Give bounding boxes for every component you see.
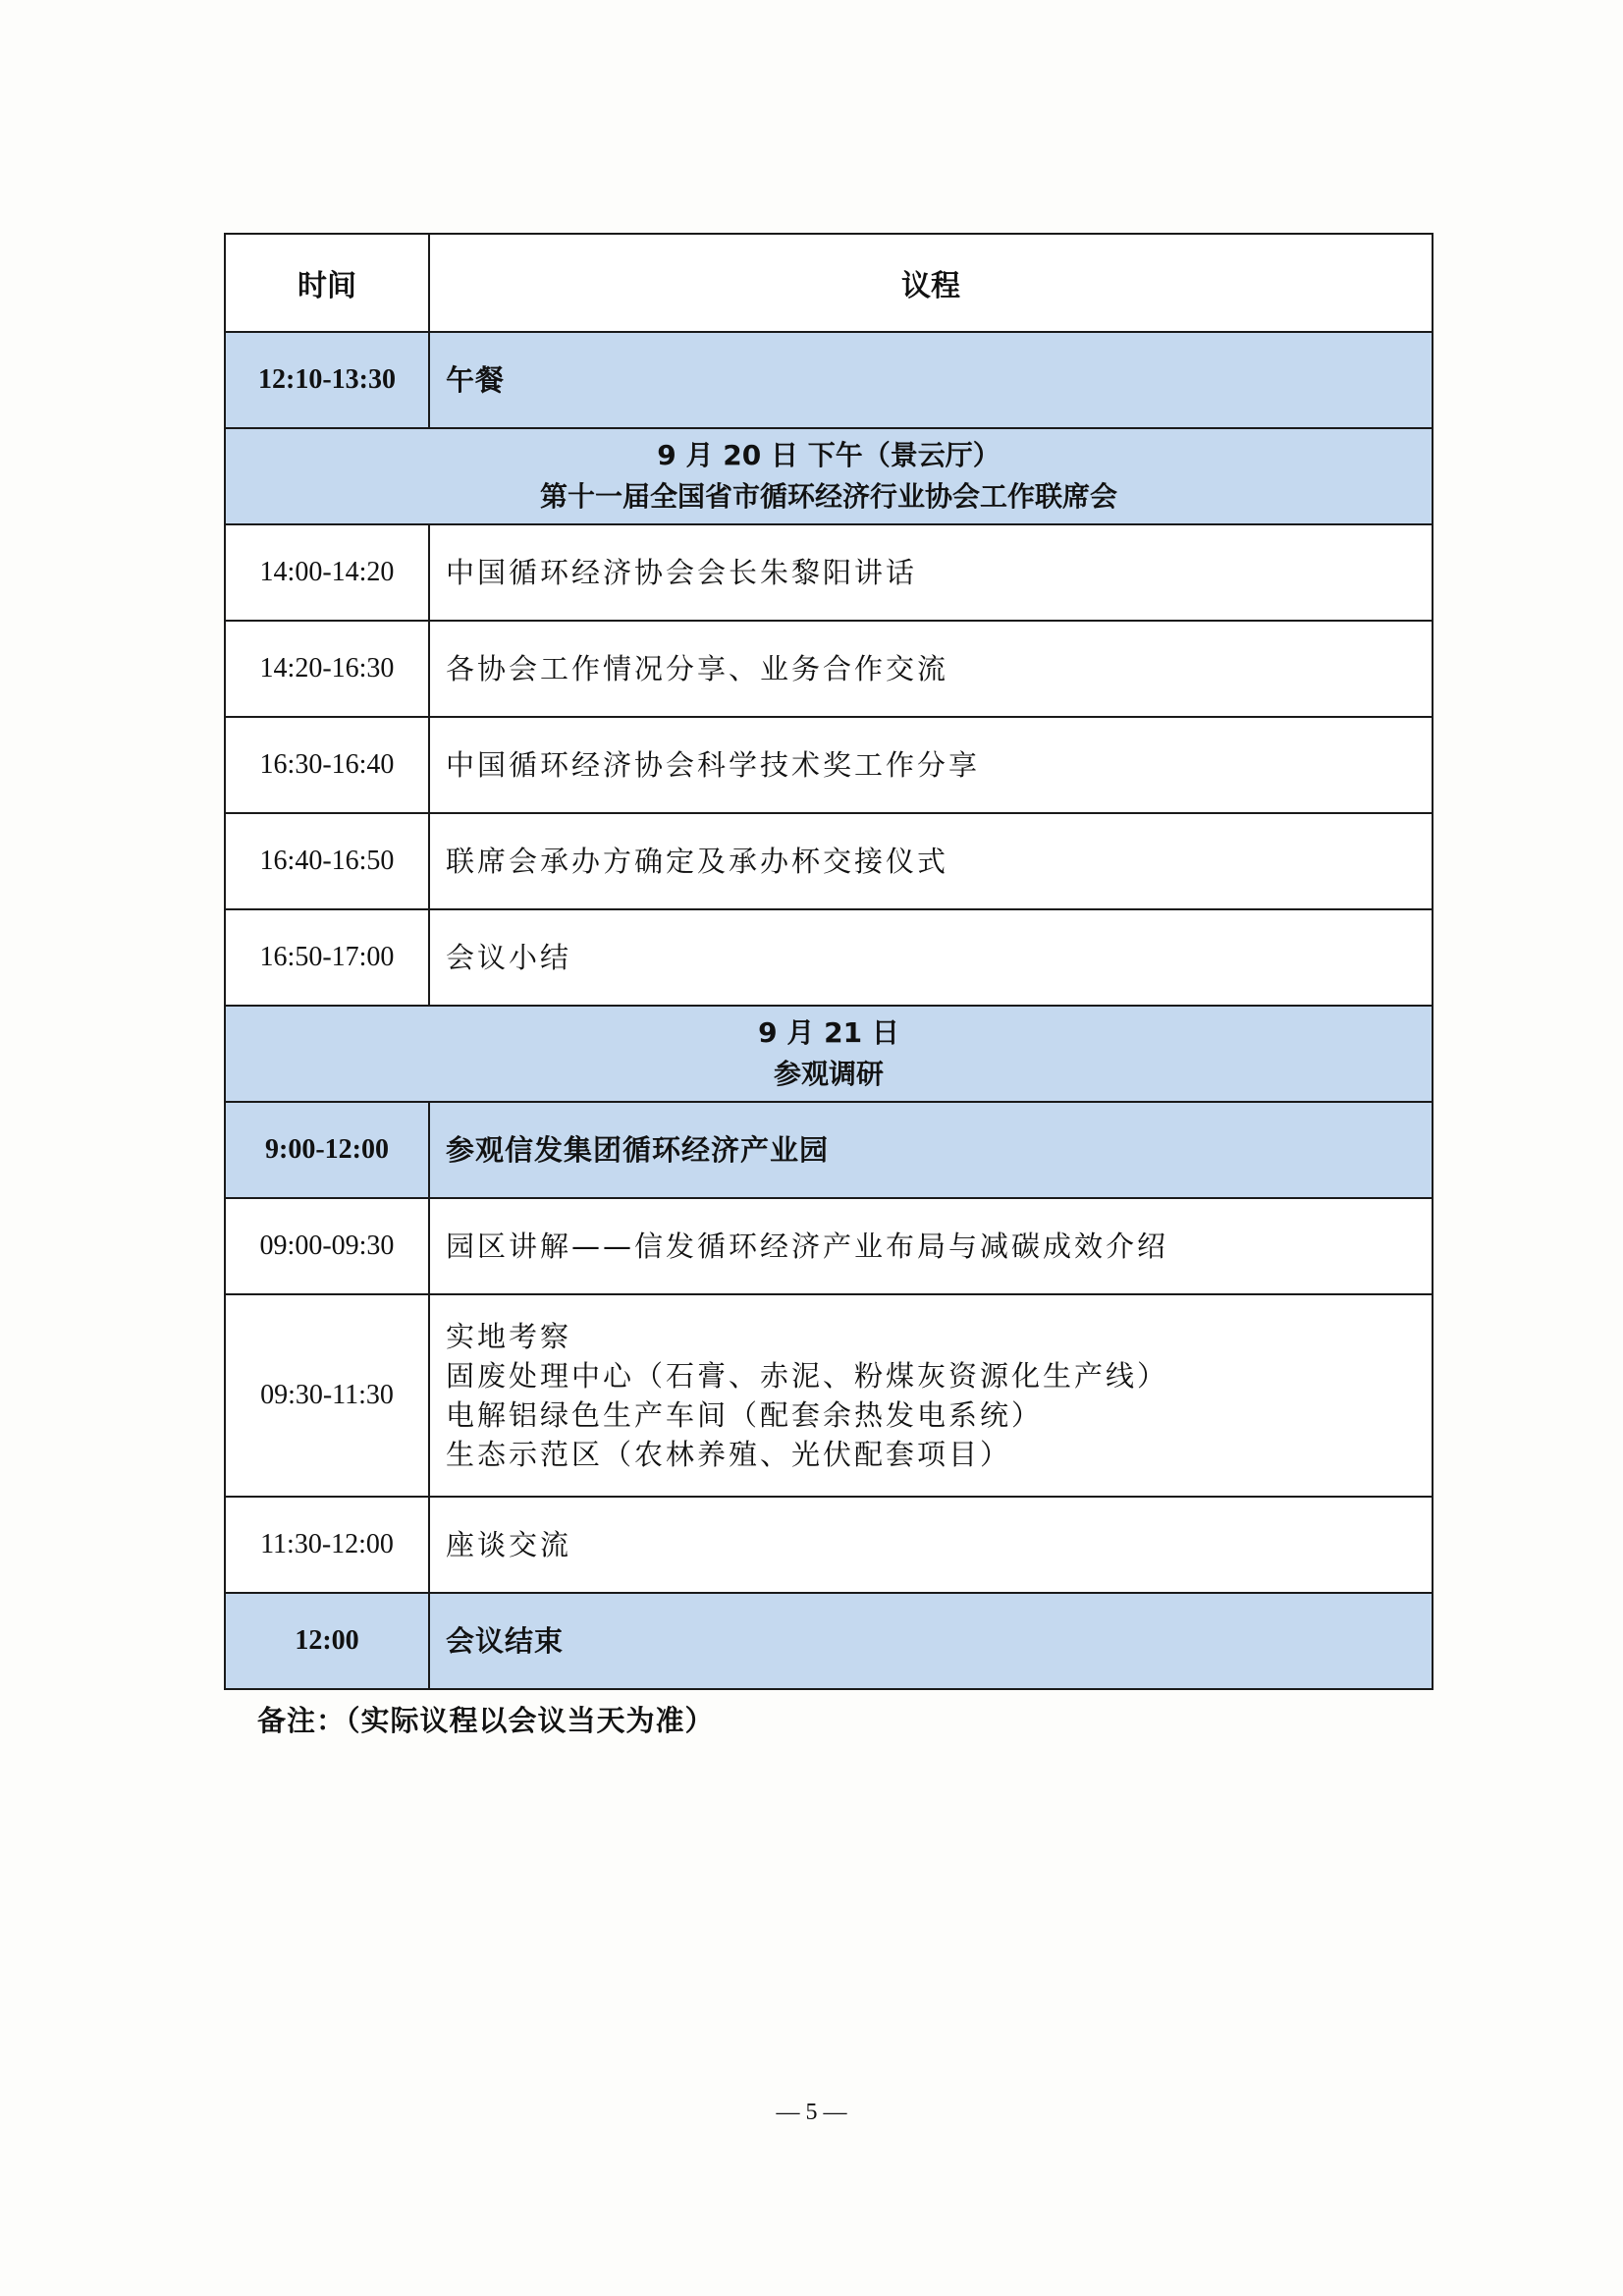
table-row-fieldwork — [225, 1294, 1433, 1497]
table-row — [225, 621, 1433, 717]
row-time: 12:00 — [225, 1593, 429, 1689]
row-time: 14:20-16:30 — [225, 621, 429, 717]
section-subtitle: 第十一届全国省市循环经济行业协会工作联席会 — [539, 480, 1117, 513]
row-item: 联席会承办方确定及承办杯交接仪式 — [429, 813, 1433, 909]
section-subtitle: 参观调研 — [773, 1058, 884, 1090]
section-date: 9 月 21 日 — [758, 1016, 899, 1049]
remark-note: 备注：（实际议程以会议当天为准） — [257, 1704, 715, 1737]
table-row — [225, 909, 1433, 1006]
section-date: 9 月 20 日 下午（景云厅） — [657, 439, 1001, 471]
section-header-sep21 — [225, 1006, 1433, 1102]
table-row — [225, 813, 1433, 909]
table-row-lunch — [225, 332, 1433, 428]
row-item: 午餐 — [429, 332, 1433, 428]
row-time: 09:30-11:30 — [225, 1294, 429, 1497]
table-row — [225, 1497, 1433, 1593]
row-item: 各协会工作情况分享、业务合作交流 — [429, 621, 1433, 717]
row-time: 16:50-17:00 — [225, 909, 429, 1006]
row-time: 9:00-12:00 — [225, 1102, 429, 1198]
fieldwork-line: 电解铝绿色生产车间（配套余热发电系统） — [446, 1398, 1044, 1432]
table-row-end — [225, 1593, 1433, 1689]
row-time: 14:00-14:20 — [225, 524, 429, 621]
fieldwork-line: 生态示范区（农林养殖、光伏配套项目） — [446, 1438, 1012, 1471]
table-header-row — [225, 234, 1433, 332]
row-item: 会议小结 — [429, 909, 1433, 1006]
fieldwork-line: 固废处理中心（石膏、赤泥、粉煤灰资源化生产线） — [446, 1359, 1169, 1393]
header-time: 时间 — [225, 234, 429, 332]
table-row — [225, 524, 1433, 621]
section-header-sep20 — [225, 428, 1433, 524]
row-item: 园区讲解——信发循环经济产业布局与减碳成效介绍 — [429, 1198, 1433, 1294]
page-number: — 5 — — [776, 2100, 847, 2125]
agenda-table — [224, 233, 1434, 1690]
row-item: 参观信发集团循环经济产业园 — [429, 1102, 1433, 1198]
table-row-visit — [225, 1102, 1433, 1198]
row-time: 16:40-16:50 — [225, 813, 429, 909]
row-time: 09:00-09:30 — [225, 1198, 429, 1294]
row-item: 中国循环经济协会科学技术奖工作分享 — [429, 717, 1433, 813]
section-title — [225, 428, 1433, 524]
table-row — [225, 1198, 1433, 1294]
row-item: 会议结束 — [429, 1593, 1433, 1689]
row-item: 座谈交流 — [429, 1497, 1433, 1593]
fieldwork-line: 实地考察 — [446, 1320, 572, 1353]
table-row — [225, 717, 1433, 813]
header-agenda: 议程 — [429, 234, 1433, 332]
row-time: 11:30-12:00 — [225, 1497, 429, 1593]
row-item-multiline — [429, 1294, 1433, 1497]
row-time: 16:30-16:40 — [225, 717, 429, 813]
section-title — [225, 1006, 1433, 1102]
row-time: 12:10-13:30 — [225, 332, 429, 428]
row-item: 中国循环经济协会会长朱黎阳讲话 — [429, 524, 1433, 621]
